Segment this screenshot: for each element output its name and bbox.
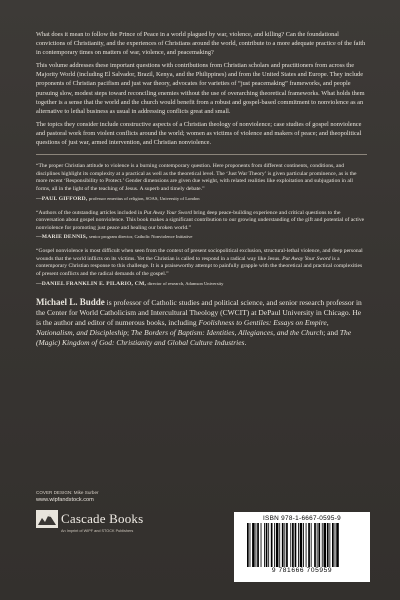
description-paragraph-3: The topics they consider include constructive aspects of a Christian theology of nonviolence; case studies of gospel nonviolence and pastoral work from violent conflicts around the world; women as victims of violence and makers of peace; and theopolitical questions of just war, armed intervention, and Christian nonviolence. [36, 120, 362, 147]
endorsement-2 [36, 210, 367, 242]
barcode-bar [300, 523, 303, 567]
barcode-bar [264, 523, 265, 567]
barcode-bar [284, 523, 285, 567]
barcode-bar [308, 523, 310, 567]
endorser-role: senior program director, Catholic Nonviolence Initiative [89, 234, 193, 240]
quote-text: “Authors of the outstanding articles included in [36, 209, 144, 216]
barcode-bar [256, 523, 257, 567]
description-paragraph-2: This volume addresses these important questions with contributions from Christian scholars and practitioners from across the Majority World (including El Salvador, Brazil, Kenya, and the Philippines) and from the United States and Europe. They include proponents of Christian pacifism and just war theory, advocates for varieties of “just peacemaking” frameworks, and people pursuing slow, modest steps toward reconciling enemies without the use of overarching theoretical frameworks. What holds them together is a sense that the world and the church would benefit from a robust and gospel-based commitment to nonviolence as an alternative to lethal business as usual in addressing conflicts great and small. [36, 62, 365, 115]
author-name: Michael L. Budde [36, 296, 105, 307]
bio-text: . [244, 337, 247, 347]
barcode-bar [332, 523, 334, 567]
barcode-bar [295, 523, 297, 567]
barcode-bar [335, 523, 336, 567]
author-bio [36, 297, 367, 348]
bio-text: is professor of Catholic studies and political science, and senior research professor in the Center for World Catholicism and Intercultural Theology (CWCIT) at DePaul University in Chicago. He is the author and editor of numerous books, including [36, 297, 362, 327]
endorser-role: professor emeritus of religion, SOAS, University of London [88, 195, 200, 201]
bio-book-title: Foolishness to Gentiles: Essays on Empire, Nationalism, and Discipleship [36, 317, 329, 337]
bio-text: ; and [323, 327, 340, 337]
endorsement-3 [36, 248, 367, 287]
barcode-bar [311, 523, 312, 567]
publisher-name: Cascade Books [61, 511, 144, 526]
barcode-bar [317, 523, 318, 567]
barcode-bar [327, 523, 329, 567]
barcode-bar [336, 523, 339, 567]
barcode-bar [292, 523, 294, 567]
endorsement-quote [36, 248, 367, 278]
barcode-bar [247, 523, 249, 567]
publisher-tagline: An Imprint of WIPF and STOCK Publishers [61, 529, 134, 533]
cover-design-credit: COVER DESIGN: Mike Surber [36, 490, 99, 495]
barcode-bar [261, 523, 262, 567]
book-title-italic: Put Away Your Sword [143, 209, 193, 216]
ean-digits: 9 781666 705959 [271, 567, 333, 574]
endorser-name: —MARIE DENNIS, [36, 234, 88, 241]
barcode-bar [274, 523, 275, 567]
barcode-bar [268, 523, 269, 567]
barcode-bar [329, 523, 330, 567]
barcode-bar [252, 523, 255, 567]
barcode-bar [250, 523, 251, 567]
endorsement-quote [36, 210, 367, 233]
endorsement-quote: “The proper Christian attitude to violence is a burning contemporary question. Here proponents from different continents, conditions, and disciplines highlight its complexity at a practical as well as the theoretical level. The ‘Just War Theory’ is given particular prominence, as is the more recent ‘Responsibility to Protect.’ Gender dimensions are given due weight, with related realities like exploitation and subjugation in all forms, all in the light of the teaching of Jesus. A superb and timely debate.” [36, 163, 357, 192]
endorser-role: director of research, Adamson University [147, 280, 224, 286]
bio-text: ; [127, 327, 132, 337]
barcode-bar [303, 523, 304, 567]
book-description [36, 30, 367, 147]
isbn-barcode [234, 512, 370, 582]
publisher-url: www.wipfandstock.com [36, 497, 94, 503]
barcode-bar [314, 523, 316, 567]
barcode-bar [322, 523, 323, 567]
barcode-bar [290, 523, 291, 567]
barcode-bar [276, 523, 279, 567]
endorser-name: —PAUL GIFFORD, [36, 195, 88, 202]
barcode-icon [243, 523, 361, 567]
barcode-bar [257, 523, 259, 567]
cover-footer [36, 490, 370, 586]
endorser-name: —DANIEL FRANKLIN E. PILARIO, CM, [36, 280, 147, 287]
barcode-bar [271, 523, 273, 567]
barcode-bar [318, 523, 320, 567]
isbn-number: ISBN 978-1-6667-0595-9 [262, 515, 341, 522]
barcode-bar [286, 523, 288, 567]
quote-text: bring deep peace-building experience and critical questions to the conversation about gospel nonviolence. This book makes a significant contribution to our growing understanding of the gift and potential of active nonviolence for promoting just peace and healing our broken world.” [36, 209, 365, 231]
barcode-bar [306, 523, 307, 567]
book-title-italic: Put Away Your Sword [282, 255, 331, 262]
endorsement-attribution [36, 233, 367, 241]
endorsement-attribution [36, 195, 367, 203]
bio-book-title: The Borders of Baptism: Identities, Allegiances, and the Church [131, 327, 324, 337]
quote-text: is a contemporary Christian response to this challenge. It is a praiseworthy attempt to painfully grapple with the theoretical and practical complexities of present conflicts and the radical demands of the gospel.” [36, 255, 363, 278]
barcode-bar [298, 523, 299, 567]
quote-text: “Gospel nonviolence is most difficult when seen from the context of present sociopolitical exclusion, structural-lethal violence, and deep personal wounds that the world inflicts on its victims. Yet the Christian is called to respond in a radical way like Jesus. [36, 248, 363, 262]
barcode-bar [282, 523, 284, 567]
barcode-bar [324, 523, 327, 567]
bio-book-title: The (Magic) Kingdom of God: Christianity and Global Culture Industries [36, 327, 352, 347]
endorsement-attribution [36, 280, 367, 288]
barcode-bar [279, 523, 280, 567]
cascade-books-logo-icon [36, 510, 58, 528]
description-paragraph-1: What does it mean to follow the Prince of Peace in a world plagued by war, violence, and killing? Can the foundational convictions of Christianity, and the experiences of Christians around the world, contribute to a more adequate practice of the faith in contemporary times on matters of war, violence, and peacemaking? [36, 31, 366, 57]
barcode-bar [266, 523, 268, 567]
divider-rule [36, 154, 367, 155]
endorsement-1 [36, 163, 367, 202]
